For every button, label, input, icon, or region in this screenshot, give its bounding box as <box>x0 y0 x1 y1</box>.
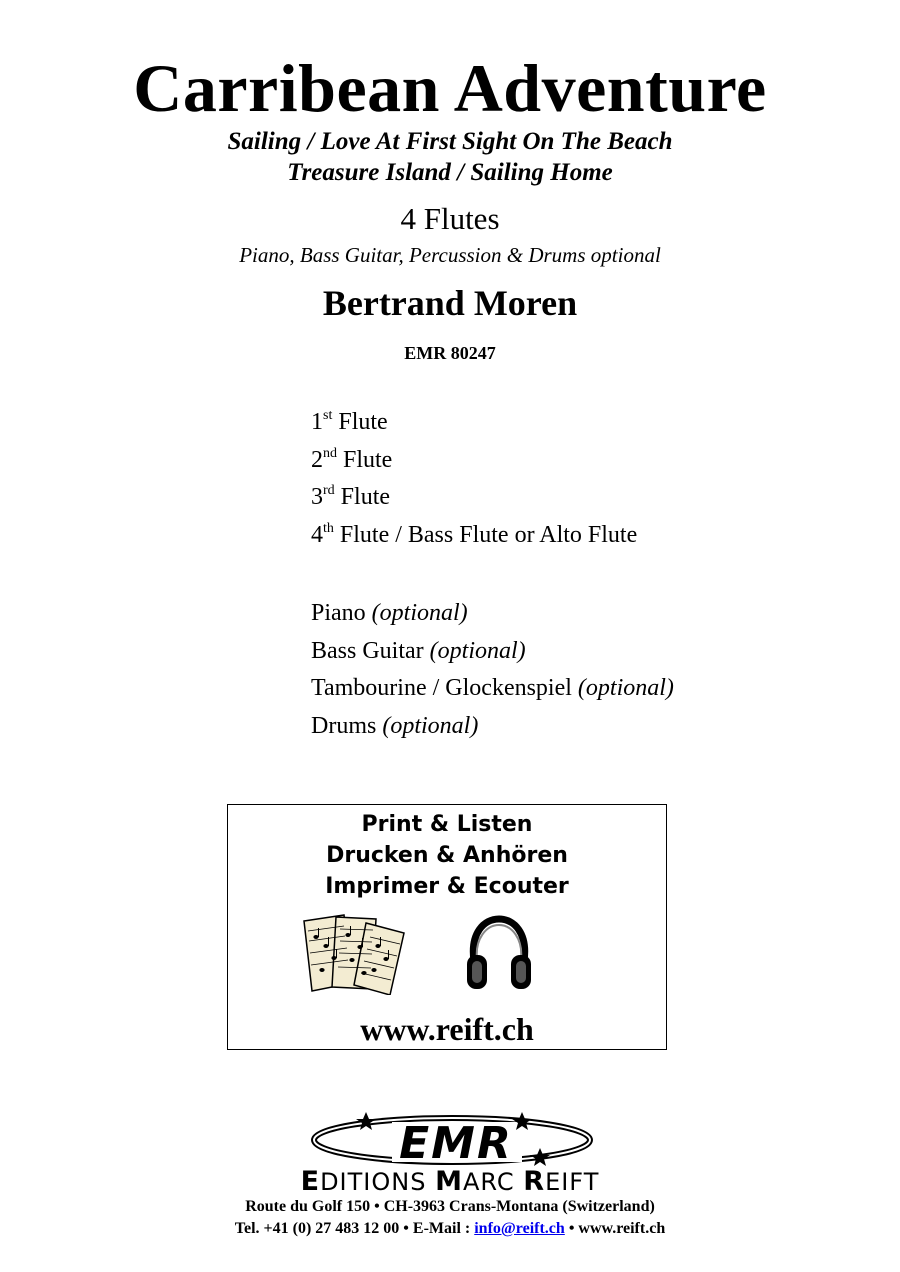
part-item <box>311 445 637 483</box>
publisher-address: Route du Golf 150 • CH-3963 Crans-Montana (Switzerland) <box>245 1198 655 1215</box>
publisher-name-part: M <box>435 1166 463 1197</box>
part-ordinal: nd <box>323 445 337 461</box>
publisher-name <box>0 1167 900 1197</box>
subtitle-line-2: Treasure Island / Sailing Home <box>287 159 613 186</box>
optional-note: (optional) <box>382 713 479 740</box>
headphones-icon <box>464 915 534 993</box>
phone-label: Tel. +41 (0) 27 483 12 00 • E-Mail : <box>234 1220 475 1237</box>
print-listen-box <box>227 804 667 1050</box>
emr-logo <box>300 1108 600 1168</box>
part-item <box>311 711 674 749</box>
composer-name: Bertrand Moren <box>322 283 578 323</box>
part-label: Flute <box>343 446 393 473</box>
instrumentation: 4 Flutes <box>400 201 500 236</box>
optional-note: (optional) <box>371 600 468 626</box>
optional-note: (optional) <box>577 675 674 702</box>
part-item <box>311 636 674 674</box>
part-label: Piano <box>311 600 366 626</box>
subtitle-line-1: Sailing / Love At First Sight On The Beach <box>227 128 673 155</box>
promo-url[interactable]: www.reift.ch <box>360 1011 534 1047</box>
part-label: Tambourine / Glockenspiel <box>311 675 572 702</box>
optional-parts-list <box>311 598 674 749</box>
web-address: • www.reift.ch <box>564 1220 666 1237</box>
score-title: Carribean Adventure <box>133 50 767 126</box>
publisher-name-part: R <box>523 1166 546 1197</box>
part-label: Drums <box>311 713 377 740</box>
part-number: 4 <box>311 522 323 549</box>
publisher-name-part: E <box>300 1166 321 1197</box>
flute-parts-list <box>311 407 637 558</box>
part-label: Flute <box>338 409 388 435</box>
publisher-contact <box>0 1218 900 1240</box>
optional-instruments: Piano, Bass Guitar, Percussion & Drums optional <box>239 243 661 267</box>
part-item <box>311 407 637 445</box>
email-link[interactable]: info@reift.ch <box>474 1220 565 1237</box>
optional-note: (optional) <box>429 637 526 664</box>
part-label: Bass Guitar <box>311 637 424 664</box>
part-item <box>311 673 674 711</box>
part-number: 2 <box>311 446 323 473</box>
catalog-number: EMR 80247 <box>404 343 496 363</box>
part-number: 3 <box>311 484 323 511</box>
part-item <box>311 520 637 558</box>
part-number: 1 <box>311 409 323 435</box>
part-ordinal: rd <box>323 483 335 499</box>
promo-line-de: Drucken & Anhören <box>326 843 568 868</box>
part-label: Flute <box>340 484 391 511</box>
promo-line-fr: Imprimer & Ecouter <box>325 874 569 899</box>
part-item <box>311 598 674 636</box>
part-item <box>311 482 637 520</box>
publisher-name-part: DITIONS <box>320 1168 436 1196</box>
part-label: Flute / Bass Flute or Alto Flute <box>339 522 638 549</box>
promo-line-en: Print & Listen <box>361 812 533 837</box>
logo-text: EMR <box>399 1118 513 1168</box>
part-ordinal: st <box>323 408 333 423</box>
publisher-name-part: EIFT <box>545 1168 600 1196</box>
sheet-music-icon <box>300 913 412 995</box>
publisher-name-part: ARC <box>462 1168 524 1196</box>
part-ordinal: th <box>323 521 334 537</box>
